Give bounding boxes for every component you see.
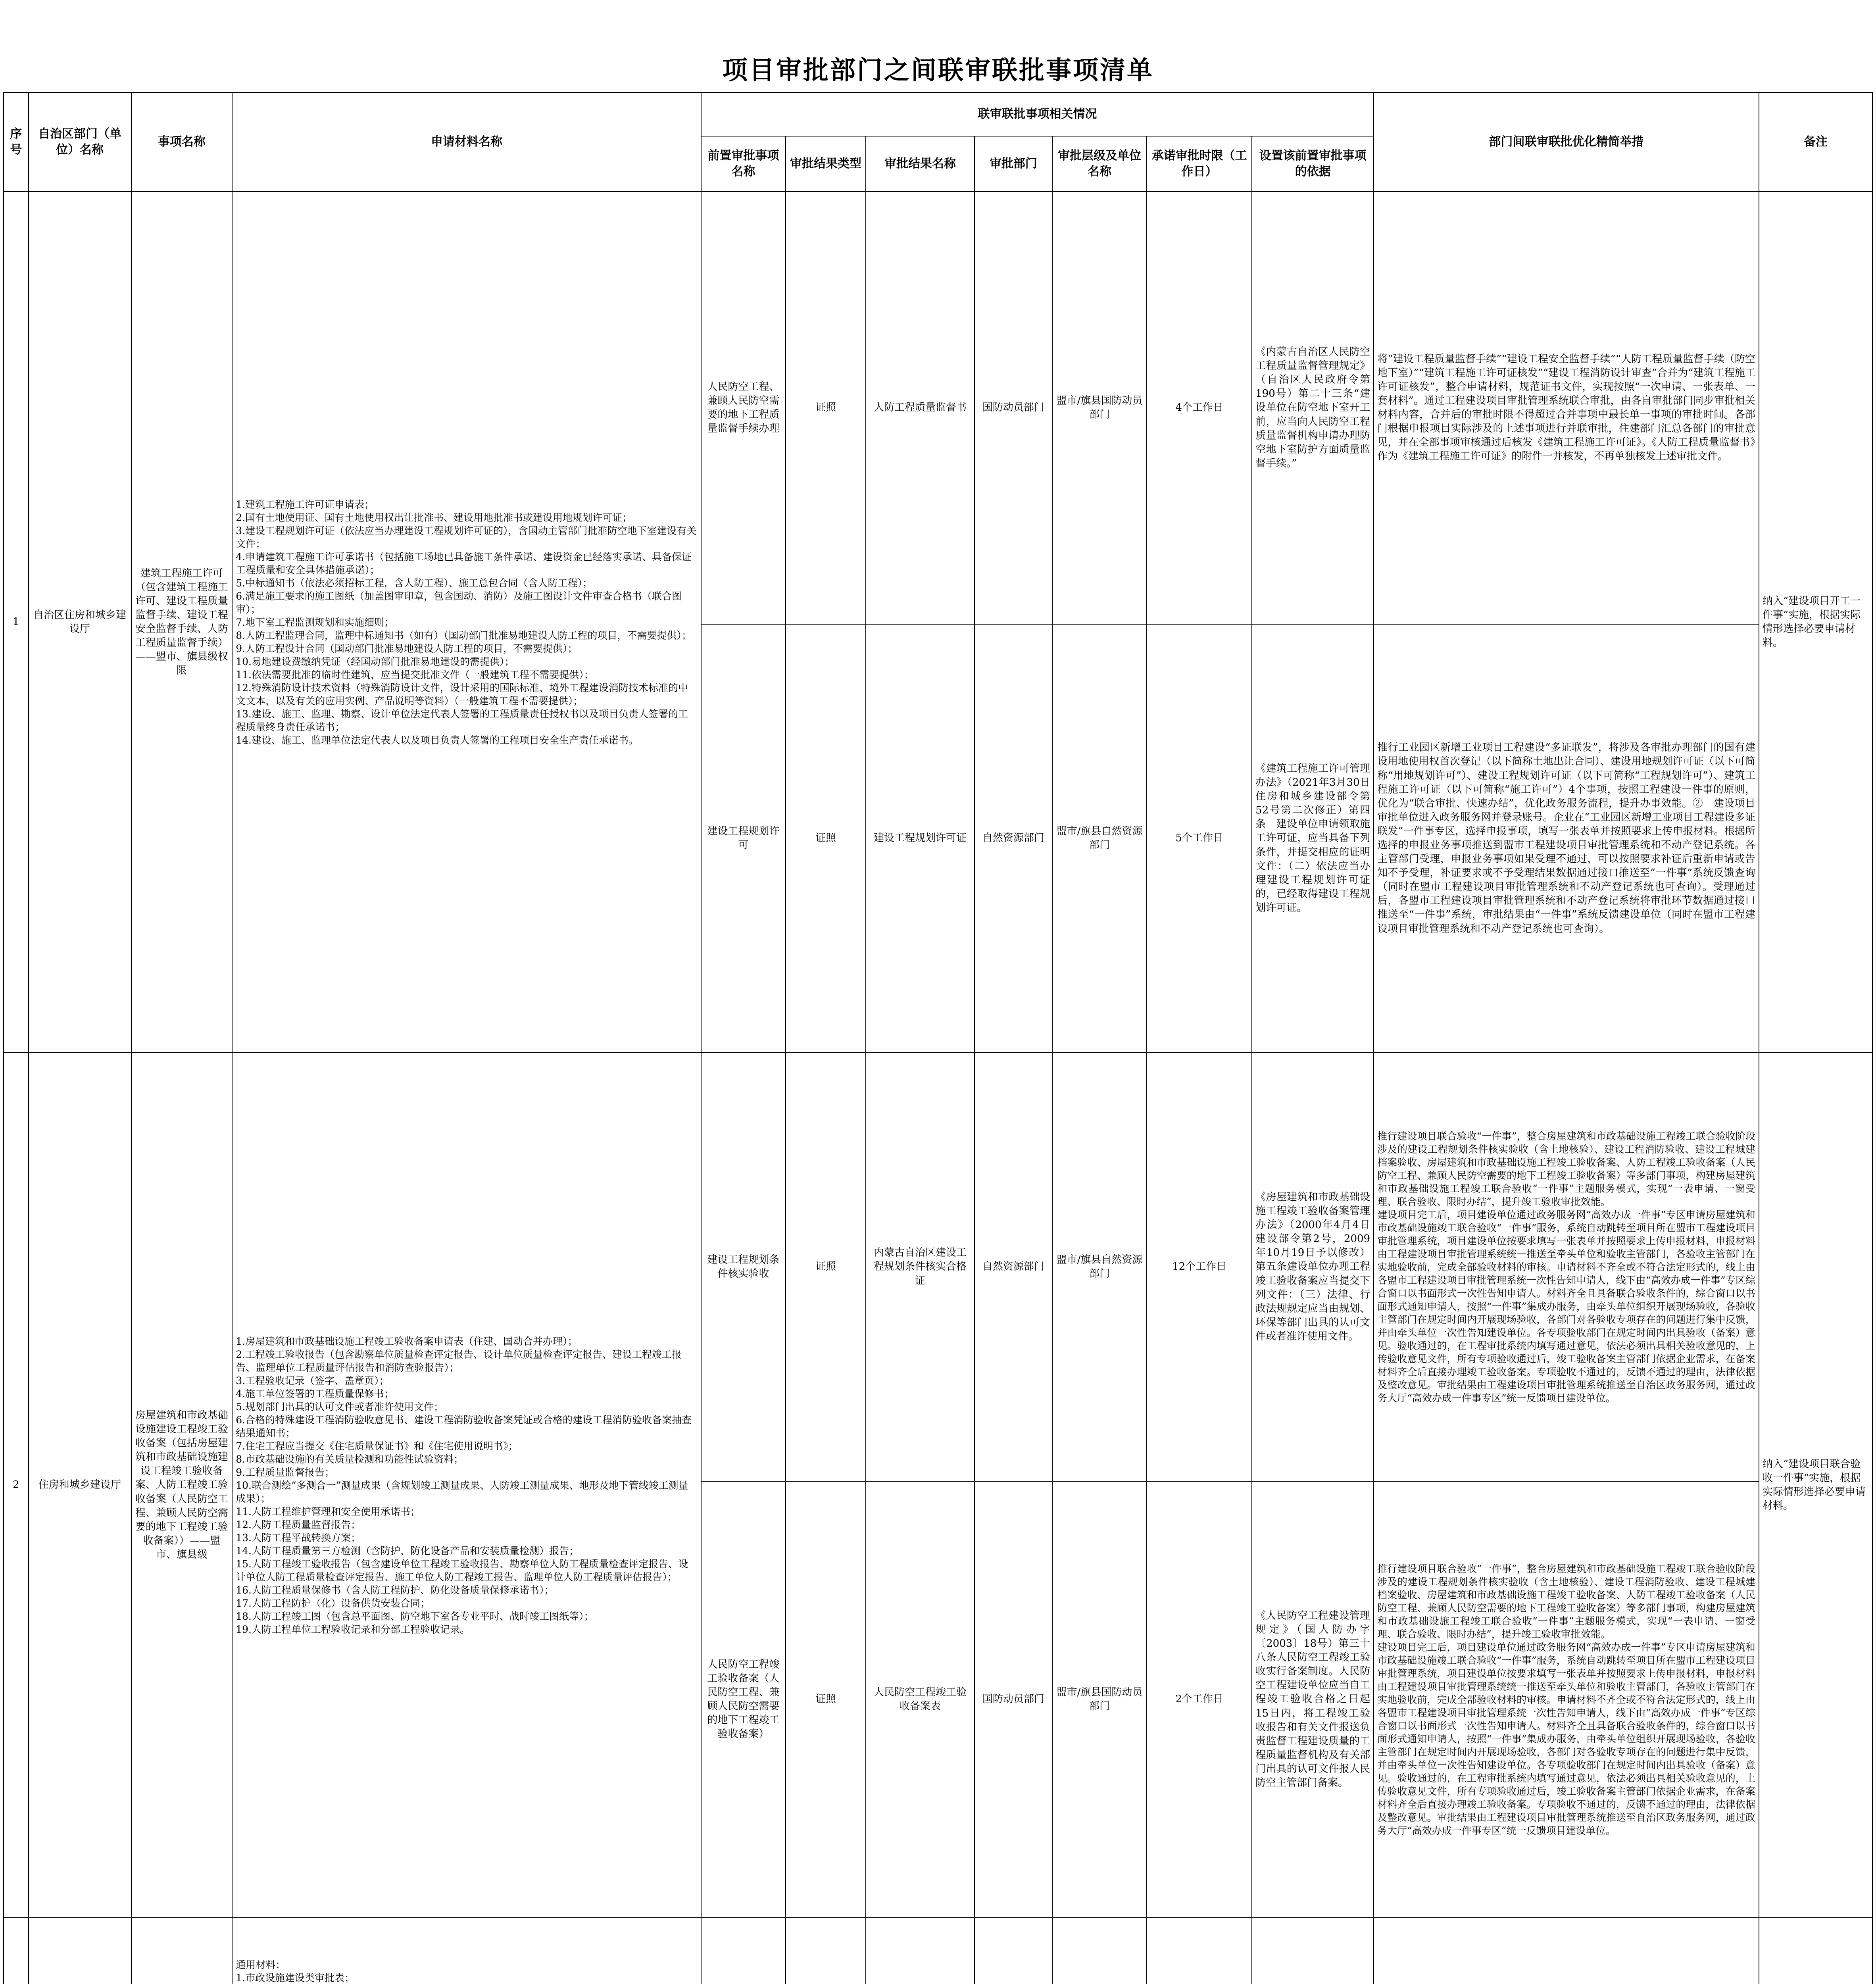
cell-result-name: 人民防空工程竣工验收备案表 bbox=[866, 1481, 974, 1918]
table-row bbox=[4, 1918, 1872, 1984]
cell-level: 盟市/旗县国防动员部门 bbox=[1052, 192, 1147, 624]
cell-result-name: 人防工程质量监督书 bbox=[866, 192, 974, 624]
cell-pre-item: 建设工程规划条件核实验收 bbox=[701, 1053, 786, 1481]
cell-time-limit: 12个工作日 bbox=[1147, 1053, 1252, 1481]
cell-result-type bbox=[786, 1918, 866, 1984]
header-dept: 自治区部门（单位）名称 bbox=[29, 92, 131, 192]
header-remark: 备注 bbox=[1759, 92, 1872, 192]
page-title: 项目审批部门之间联审联批事项清单 bbox=[722, 56, 1154, 85]
cell-item bbox=[131, 1918, 233, 1984]
cell-time-limit: 5个工作日 bbox=[1147, 624, 1252, 1053]
header-joint-group: 联审联批事项相关情况 bbox=[701, 92, 1374, 136]
cell-basis: 《人民防空工程建设管理规定》（国人防办字〔2003〕18号）第三十八条人民防空工程竣工验收实行备案制度。人民防空工程建设单位应当自工程竣工验收合格之日起15日内，将工程竣工验收报告和有关文件报送负责监督工程建设质量的工程质量监督机构及有关部门出具的认可文件报人民防空主管部门备案。 bbox=[1252, 1481, 1374, 1918]
cell-seq: 2 bbox=[4, 1053, 29, 1918]
cell-remark: 纳入“建设项目开工一件事”实施，根据实际情形选择必要申请材料。 bbox=[1759, 192, 1872, 1053]
table-row bbox=[4, 1053, 1872, 1481]
cell-dept bbox=[29, 1918, 131, 1984]
cell-level: 盟市/旗县国防动员部门 bbox=[1052, 1481, 1147, 1918]
cell-materials: 1.房屋建筑和市政基础设施工程竣工验收备案申请表（住建、国动合并办理）； 2.工程竣工验收报告（包含勘察单位质量检查评定报告、设计单位质量检查评定报告、建设工程竣工报告、监理单位工程质量评估报告和消防查验报告）； 3.工程验收记录（签字、盖章页）； 4.施工单位签署的工程质量保修书； 5.规划部门出具的认可文件或者准许使用文件； 6.合格的特殊建设工程消防验收意见书、建设工程消防验收备案凭证或合格的建设工程消防验收备案抽查结果通知书； 7.住宅工程应当提交《住宅质量保证书》和《住宅使用说明书》； 8.市政基础设施的有关质量检测和功能性试验资料； 9.工程质量监督报告； 10.联合测绘“多测合一”测量成果（含规划竣工测量成果、人防竣工测量成果、地形及地下管线竣工测量成果）； 11.人防工程维护管理和安全使用承诺书； 12.人防工程质量监督报告； 13.人防工程平战转换方案； 14.人防工程质量第三方检测（含防护、防化设备产品和安装质量检测）报告； 15.人防工程竣工验收报告（包含建设单位工程竣工验收报告、勘察单位人防工程质量检查评定报告、设计单位人防工程质量检查评定报告、施工单位人防工程竣工报告、监理单位人防工程质量评估报告）； 16.人防工程质量保修书（含人防工程防护、防化设备质量保修承诺书）； 17.人防工程防护（化）设备供货安装合同； 18.人防工程竣工图（包含总平面图、防空地下室各专业平时、战时竣工图纸等）； 19.人防工程单位工程验收记录和分部工程验收记录。 bbox=[232, 1053, 701, 1918]
cell-result-name: 建设工程规划许可证 bbox=[866, 624, 974, 1053]
header-approve-dept: 审批部门 bbox=[975, 136, 1052, 192]
cell-optimize: 推行建设项目联合验收“一件事”，整合房屋建筑和市政基础设施工程竣工联合验收阶段涉及的建设工程规划条件核实验收（含土地核验）、建设工程消防验收、建设工程城建档案验收、房屋建筑和市政基础设施工程竣工验收备案、人防工程竣工验收备案（人民防空工程、兼顾人民防空需要的地下工程竣工验收备案）等多部门事项，构建房屋建筑和市政基础设施工程竣工联合验收“一件事”主题服务模式，实现“一表申请、一窗受理、联合验收、限时办结”，提升竣工验收审批效能。 建设项目完工后，项目建设单位通过政务服务网“高效办成一件事”专区申请房屋建筑和市政基础设施竣工联合验收“一件事”服务，系统自动跳转至项目所在盟市工程建设项目审批管理系统，项目建设单位按要求填写一张表单并按照要求上传申报材料，申报材料由工程建设项目审批管理系统统一推送至牵头单位和验收主管部门，各验收主管部门在实地验收前，完成全部验收材料的审核。申请材料不齐全或不符合法定形式的，线上由各盟市工程建设项目审批管理系统一次性告知申请人，线下由“高效办成一件事”专区综合窗口以书面形式一次性告知申请人。材料齐全且具备联合验收条件的，综合窗口以书面形式通知申请人，按照“一件事”集成办服务，由牵头单位组织开展现场验收，各验收主管部门在规定时间内开展现场验收，各部门对各验收专项存在的问题进行集中反馈，并由牵头单位一次性告知建设单位。各专项验收部门在规定时间内出具验收（备案）意见。验收通过的，在工程审批系统内填写通过意见，依法必须出具相关验收意见的，上传验收意见文件，所有专项验收通过后，竣工验收备案主管部门依据企业需求，在备案材料齐全后直接办理竣工验收备案。专项验收不通过的，反馈不通过的理由，法律依据及整改意见。审批结果由工程建设项目审批管理系统推送至自治区政务服务网，通过政务大厅“高效办成一件事专区”统一反馈项目建设单位。 bbox=[1374, 1053, 1759, 1481]
cell-result-type: 证照 bbox=[786, 624, 866, 1053]
cell-result-type: 证照 bbox=[786, 1053, 866, 1481]
cell-time-limit bbox=[1147, 1918, 1252, 1984]
cell-optimize: 推行建设项目联合验收“一件事”，整合房屋建筑和市政基础设施工程竣工联合验收阶段涉及的建设工程规划条件核实验收（含土地核验）、建设工程消防验收、建设工程城建档案验收、房屋建筑和市政基础设施工程竣工验收备案、人防工程竣工验收备案（人民防空工程、兼顾人民防空需要的地下工程竣工验收备案）等多部门事项，构建房屋建筑和市政基础设施工程竣工联合验收“一件事”主题服务模式，实现“一表申请、一窗受理、联合验收、限时办结”，提升竣工验收审批效能。 建设项目完工后，项目建设单位通过政务服务网“高效办成一件事”专区申请房屋建筑和市政基础设施竣工联合验收“一件事”服务，系统自动跳转至项目所在盟市工程建设项目审批管理系统，项目建设单位按要求填写一张表单并按照要求上传申报材料，申报材料由工程建设项目审批管理系统统一推送至牵头单位和验收主管部门，各验收主管部门在实地验收前，完成全部验收材料的审核。申请材料不齐全或不符合法定形式的，线上由各盟市工程建设项目审批管理系统一次性告知申请人，线下由“高效办成一件事”专区综合窗口以书面形式一次性告知申请人。材料齐全且具备联合验收条件的，综合窗口以书面形式通知申请人，按照“一件事”集成办服务，由牵头单位组织开展现场验收，各验收主管部门在规定时间内开展现场验收，各部门对各验收专项存在的问题进行集中反馈，并由牵头单位一次性告知建设单位。各专项验收部门在规定时间内出具验收（备案）意见。验收通过的，在工程审批系统内填写通过意见，依法必须出具相关验收意见的，上传验收意见文件，所有专项验收通过后，竣工验收备案主管部门依据企业需求，在备案材料齐全后直接办理竣工验收备案。专项验收不通过的，反馈不通过的理由，法律依据及整改意见。审批结果由工程建设项目审批管理系统推送至自治区政务服务网，通过政务大厅“高效办成一件事专区”统一反馈项目建设单位。 bbox=[1374, 1481, 1759, 1918]
header-result-name: 审批结果名称 bbox=[866, 136, 974, 192]
cell-dept: 自治区住房和城乡建设厅 bbox=[29, 192, 131, 1053]
cell-remark: 纳入“建设项目联合验收一件事”实施，根据实际情形选择必要申请材料。 bbox=[1759, 1053, 1872, 1918]
cell-pre-item: 建设工程规划许可 bbox=[701, 624, 786, 1053]
cell-approve-dept: 国防动员部门 bbox=[975, 192, 1052, 624]
cell-item: 房屋建筑和市政基础设施建设工程竣工验收备案（包括房屋建筑和市政基础设施建设工程竣工验收备案、人防工程竣工验收备案（人民防空工程、兼顾人民防空需要的地下工程竣工验收备案））——盟市、旗县级 bbox=[131, 1053, 233, 1918]
cell-approve-dept: 自然资源部门 bbox=[975, 624, 1052, 1053]
cell-optimize bbox=[1374, 1918, 1759, 1984]
header-pre-item: 前置审批事项名称 bbox=[701, 136, 786, 192]
header-result-type: 审批结果类型 bbox=[786, 136, 866, 192]
table-row bbox=[4, 192, 1872, 624]
cell-remark bbox=[1759, 1918, 1872, 1984]
header-level: 审批层级及单位名称 bbox=[1052, 136, 1147, 192]
approval-table bbox=[3, 92, 1873, 1984]
cell-materials: 通用材料： 1.市政设施建设类审批表； bbox=[232, 1918, 701, 1984]
cell-level bbox=[1052, 1918, 1147, 1984]
header-seq: 序号 bbox=[4, 92, 29, 192]
header-time-limit: 承诺审批时限（工作日） bbox=[1147, 136, 1252, 192]
cell-result-type: 证照 bbox=[786, 192, 866, 624]
header-basis: 设置该前置审批事项的依据 bbox=[1252, 136, 1374, 192]
cell-basis: 《内蒙古自治区人民防空工程质量监督管理规定》（自治区人民政府令第190号）第二十三条“建设单位在防空地下室开工前，应当向人民防空工程质量监督机构申请办理防空地下室防护方面质量监督手续。” bbox=[1252, 192, 1374, 624]
cell-approve-dept: 自然资源部门 bbox=[975, 1053, 1052, 1481]
cell-optimize: 推行工业园区新增工业项目工程建设“多证联发”，将涉及各审批办理部门的国有建设用地使用权首次登记（以下简称土地出让合同）、建设用地规划许可证（以下可简称“用地规划许可”）、建设工程规划许可证（以下可简称“工程规划许可”）、建筑工程施工许可证（以下可简称“施工许可”）4个事项，按照工程建设一件事的原则，优化为“联合审批、快速办结”，优化政务服务流程，提升办事效能。② 建设项目审批单位进入政务服务网并登录账号。企业在“工业园区新增工业项目工程建设多证联发”一件事专区，选择申报事项，填写一张表单并按照要求上传申报材料。根据所选择的申报业务事项推送到盟市工程建设项目审批管理系统和不动产登记系统。各主管部门受理，申报业务事项如果受理不通过，可以按照要求补证后重新申请或告知不予受理，补证要求或不予受理结果数据通过接口推送至“一件事”系统反馈查询（同时在盟市工程建设项目审批管理系统和不动产登记系统也可查询）。受理通过后，各盟市工程建设项目审批管理系统和不动产登记系统将审批环节数据通过接口推送至“一件事”系统，审批结果由“一件事”系统反馈建设单位（同时在盟市工程建设项目审批管理系统和不动产登记系统也可查询）。 bbox=[1374, 624, 1759, 1053]
cell-basis: 《房屋建筑和市政基础设施工程竣工验收备案管理办法》（2000年4月4日建设部令第2号，2009年10月19日予以修改）第五条建设单位办理工程竣工验收备案应当提交下列文件：（三）法律、行政法规规定应当由规划、环保等部门出具的认可文件或者准许使用文件。 bbox=[1252, 1053, 1374, 1481]
cell-approve-dept: 国防动员部门 bbox=[975, 1481, 1052, 1918]
cell-level: 盟市/旗县自然资源部门 bbox=[1052, 1053, 1147, 1481]
cell-basis bbox=[1252, 1918, 1374, 1984]
cell-time-limit: 2个工作日 bbox=[1147, 1481, 1252, 1918]
cell-basis: 《建筑工程施工许可管理办法》（2021年3月30日住房和城乡建设部令第52号第二次修正）第四条 建设单位申请领取施工许可证，应当具备下列条件，并提交相应的证明文件：（二）依法应当办理建设工程规划许可证的，已经取得建设工程规划许可证。 bbox=[1252, 624, 1374, 1053]
cell-level: 盟市/旗县自然资源部门 bbox=[1052, 624, 1147, 1053]
cell-result-name bbox=[866, 1918, 974, 1984]
cell-seq bbox=[4, 1918, 29, 1984]
cell-result-type: 证照 bbox=[786, 1481, 866, 1918]
cell-pre-item: 人民防空工程、兼顾人民防空需要的地下工程质量监督手续办理 bbox=[701, 192, 786, 624]
cell-pre-item bbox=[701, 1918, 786, 1984]
cell-optimize: 将“建设工程质量监督手续”“建设工程安全监督手续”“人防工程质量监督手续（防空地下室）”“建筑工程施工许可证核发”“建设工程消防设计审查”合并为“建筑工程施工许可证核发”，整合申请材料，规范证书文件，实现按照“一次申请、一张表单、一套材料”。通过工程建设项目审批管理系统联合审批，由各自审批部门同步审批相关材料内容，合并后的审批时限不得超过合并事项中最长单一事项的审批时间。各部门根据申报项目实际涉及的上述事项进行并联审批，住建部门汇总各部门的审批意见，并在全部事项审核通过后核发《建筑工程施工许可证》。《人防工程质量监督书》作为《建筑工程施工许可证》的附件一并核发，不再单独核发上述审批文件。 bbox=[1374, 192, 1759, 624]
header-item: 事项名称 bbox=[131, 92, 233, 192]
cell-approve-dept bbox=[975, 1918, 1052, 1984]
cell-time-limit: 4个工作日 bbox=[1147, 192, 1252, 624]
cell-materials: 1.建筑工程施工许可证申请表； 2.国有土地使用证、国有土地使用权出让批准书、建设用地批准书或建设用地规划许可证； 3.建设工程规划许可证（依法应当办理建设工程规划许可证的），含国动主管部门批准防空地下室建设有关文件； 4.申请建筑工程施工许可承诺书（包括施工场地已具备施工条件承诺、建设资金已经落实承诺、具备保证工程质量和安全具体措施承诺）； 5.中标通知书（依法必须招标工程，含人防工程）、施工总包合同（含人防工程）； 6.满足施工要求的施工图纸（加盖图审印章，包含国动、消防）及施工图设计文件审查合格书（联合图审）； 7.地下室工程监测规划和实施细则； 8.人防工程监理合同，监理中标通知书（如有）（国动部门批准易地建设人防工程的项目，不需要提供）； 9.人防工程设计合同（国动部门批准易地建设人防工程的项目，不需要提供）； 10.易地建设费缴纳凭证（经国动部门批准易地建设的需提供）； 11.依法需要批准的临时性建筑，应当提交批准文件（一般建筑工程不需要提供）； 12.特殊消防设计技术资料（特殊消防设计文件，设计采用的国际标准、境外工程建设消防技术标准的中文文本，以及有关的应用实例、产品说明等资料）（一般建筑工程不需要提供）； 13.建设、施工、监理、勘察、设计单位法定代表人签署的工程质量责任授权书以及项目负责人签署的工程质量终身责任承诺书； 14.建设、施工、监理单位法定代表人以及项目负责人签署的工程项目安全生产责任承诺书。 bbox=[232, 192, 701, 1053]
cell-result-name: 内蒙古自治区建设工程规划条件核实合格证 bbox=[866, 1053, 974, 1481]
cell-item: 建筑工程施工许可（包含建筑工程施工许可、建设工程质量监督手续、建设工程安全监督手续、人防工程质量监督手续）——盟市、旗县级权限 bbox=[131, 192, 233, 1053]
header-materials: 申请材料名称 bbox=[232, 92, 701, 192]
header-optimize: 部门间联审联批优化精简举措 bbox=[1374, 92, 1759, 192]
cell-seq: 1 bbox=[4, 192, 29, 1053]
cell-pre-item: 人民防空工程竣工验收备案（人民防空工程、兼顾人民防空需要的地下工程竣工验收备案） bbox=[701, 1481, 786, 1918]
cell-dept: 住房和城乡建设厅 bbox=[29, 1053, 131, 1918]
